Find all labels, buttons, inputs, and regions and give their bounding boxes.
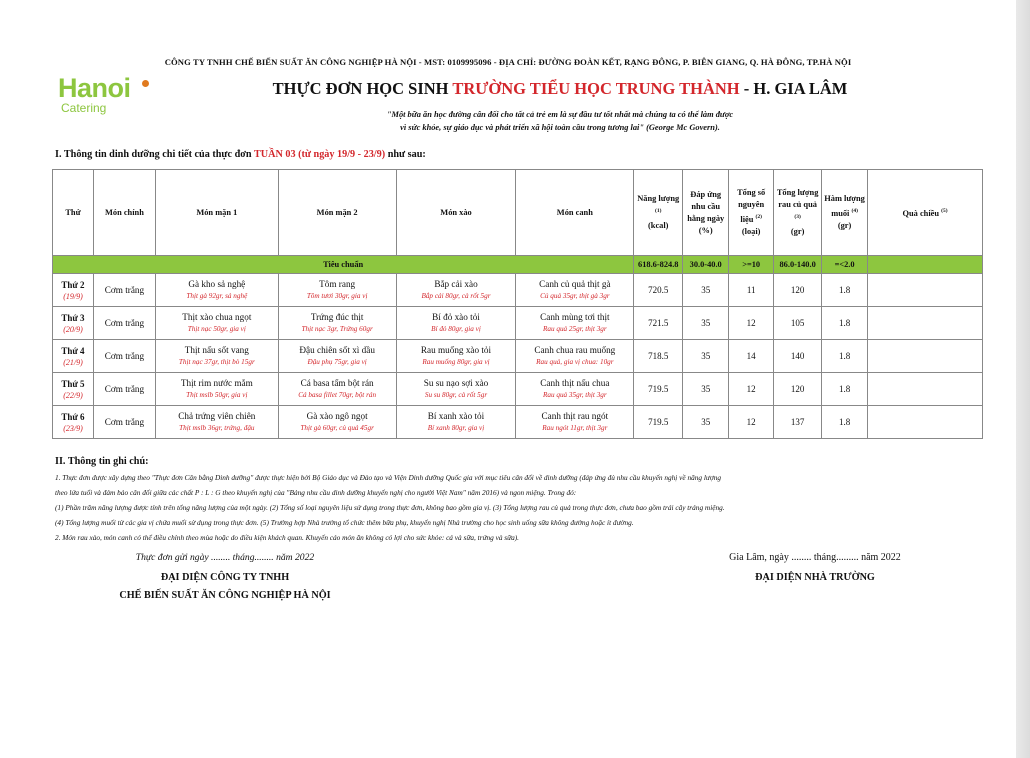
value-rau: 137 <box>790 417 805 427</box>
cell-xao <box>396 340 516 373</box>
cell-canh <box>516 340 634 373</box>
dish-ingredients: Bí đỏ 80gr, gia vị <box>431 325 481 333</box>
dish-name: Thịt nấu sốt vang <box>184 345 249 355</box>
day-name: Thứ 6 <box>61 411 85 422</box>
cell-canh <box>516 274 634 307</box>
day-date: (22/9) <box>63 390 83 400</box>
logo-dot-icon <box>142 80 149 87</box>
cell-canh <box>516 406 634 439</box>
title-suffix: - H. GIA LÂM <box>739 79 848 98</box>
header-nang-luong <box>634 170 683 256</box>
value-muoi: 1.8 <box>838 384 851 394</box>
header-dap-ung-unit: (%) <box>698 225 713 235</box>
value-nl: 719.5 <box>648 384 669 394</box>
cell-muoi <box>822 340 868 373</box>
section-1-heading <box>55 149 426 160</box>
cell-qua-chieu <box>868 340 983 373</box>
dish-name: Bắp cải xào <box>434 279 478 289</box>
header-muoi-unit: (gr) <box>837 220 852 230</box>
dish-name: Thịt rim nước mắm <box>180 378 253 388</box>
header-nang-luong-label: Năng lượng <box>637 194 680 204</box>
dish-ingredients: Thịt nạc 50gr, gia vị <box>187 325 246 333</box>
quote-line-2: vì sức khỏe, sự giáo dục và phát triển xã hội toàn cầu trong tương lai" (George Mc Govern). <box>400 123 720 132</box>
dish-ingredients: Rau quả 25gr, thịt 3gr <box>542 325 607 333</box>
value-rau: 120 <box>790 285 805 295</box>
main-dish: Cơm trắng <box>104 416 145 427</box>
table-row <box>53 274 983 307</box>
cell-day <box>53 373 94 406</box>
day-date: (23/9) <box>63 423 83 433</box>
standard-qua-chieu <box>868 256 983 274</box>
dish-ingredients: Thịt gà 60gr, củ quả 45gr <box>300 424 374 432</box>
header-muoi-sup: (4) <box>851 208 858 215</box>
cell-main <box>93 307 155 340</box>
dish-name: Canh thịt rau ngót <box>541 411 609 421</box>
cell-du <box>683 406 729 439</box>
cell-qua-chieu <box>868 373 983 406</box>
value-rau: 105 <box>790 318 805 328</box>
menu-rows <box>53 274 983 439</box>
header-muoi <box>822 170 868 256</box>
cell-qua-chieu <box>868 406 983 439</box>
header-man-2: Món mặn 2 <box>278 170 396 256</box>
value-du: 35 <box>701 417 711 427</box>
cell-main <box>93 406 155 439</box>
cell-tnl <box>729 406 774 439</box>
dish-name: Canh chua rau muống <box>534 345 616 355</box>
note-1a: 1. Thực đơn được xây dựng theo "Thực đơn Cân bằng Dinh dưỡng" được thực hiện bởi Bộ Giáo dục và Đào tạo và Viện Dinh dưỡng Quốc gia với mục tiêu cân đối về dinh dưỡng (đáp ứng đủ nhu cầu khuyến nghị về năng lượng <box>55 473 722 482</box>
header-xao: Món xào <box>396 170 516 256</box>
cell-day <box>53 340 94 373</box>
cell-muoi <box>822 406 868 439</box>
header-dap-ung <box>683 170 729 256</box>
title-prefix: THỰC ĐƠN HỌC SINH <box>272 79 453 98</box>
school-signature-date: Gia Lâm, ngày ........ tháng......... năm 2022 <box>729 552 901 563</box>
school-signature-block <box>690 552 940 587</box>
cell-man2 <box>278 406 396 439</box>
value-du: 35 <box>701 384 711 394</box>
cell-tnl <box>729 274 774 307</box>
header-tong-nl <box>729 170 774 256</box>
standard-tong-nl: >=10 <box>729 256 774 274</box>
header-muoi-label: Hàm lượng muối <box>824 194 865 218</box>
dish-name: Chả trứng viên chiên <box>178 411 256 421</box>
value-nl: 720.5 <box>648 285 669 295</box>
quote <box>300 108 820 134</box>
cell-day <box>53 307 94 340</box>
cell-nl <box>634 373 683 406</box>
cell-nl <box>634 340 683 373</box>
dish-ingredients: Tôm tươi 30gr, gia vị <box>306 292 368 300</box>
menu-table <box>52 169 983 439</box>
dish-name: Gà kho sả nghệ <box>188 279 246 289</box>
day-date: (20/9) <box>63 324 83 334</box>
main-dish: Cơm trắng <box>104 317 145 328</box>
header-rau-label: Tổng lượng rau củ quả <box>776 188 819 210</box>
cell-muoi <box>822 274 868 307</box>
cell-man1 <box>155 307 278 340</box>
header-qua-chieu <box>868 170 983 256</box>
dish-ingredients: Đậu phụ 75gr, gia vị <box>307 358 367 366</box>
dish-ingredients: Thịt mslb 50gr, gia vị <box>186 391 248 399</box>
cell-rau <box>774 340 822 373</box>
dish-ingredients: Thịt gà 92gr, sả nghệ <box>186 292 248 300</box>
cell-rau <box>774 373 822 406</box>
value-du: 35 <box>701 351 711 361</box>
cell-main <box>93 340 155 373</box>
header-rau-unit: (gr) <box>790 226 805 236</box>
cell-du <box>683 340 729 373</box>
company-signature-line-2: CHẾ BIẾN SUẤT ĂN CÔNG NGHIỆP HÀ NỘI <box>119 590 331 601</box>
logo-main-text: Hanoi <box>58 73 131 103</box>
page-title <box>180 79 940 99</box>
value-tnl: 14 <box>746 351 756 361</box>
company-signature-date: Thực đơn gửi ngày ........ tháng........ năm 2022 <box>135 552 315 563</box>
value-tnl: 12 <box>746 384 756 394</box>
header-man-1: Món mặn 1 <box>155 170 278 256</box>
header-qua-chieu-sup: (5) <box>941 208 948 215</box>
cell-rau <box>774 406 822 439</box>
dish-ingredients: Rau ngót 11gr, thịt 3gr <box>542 424 608 432</box>
cell-qua-chieu <box>868 274 983 307</box>
cell-muoi <box>822 307 868 340</box>
value-rau: 140 <box>790 351 805 361</box>
dish-ingredients: Rau muống 80gr, gia vị <box>422 358 490 366</box>
dish-ingredients: Bắp cải 80gr, cà rốt 5gr <box>421 292 491 300</box>
note-4: 2. Món rau xào, món canh có thể điều chỉnh theo mùa hoặc do điều kiện khách quan. Khuyến cáo món ăn không có lợi cho sức khỏe: cá và sữa, trứng và sữa). <box>55 533 520 542</box>
value-tnl: 11 <box>746 285 756 295</box>
day-date: (19/9) <box>63 291 83 301</box>
dish-ingredients: Thịt mslb 36gr, trứng, đậu <box>179 424 255 432</box>
value-muoi: 1.8 <box>838 285 851 295</box>
dish-name: Rau muống xào tỏi <box>420 345 492 355</box>
dish-ingredients: Su su 80gr, cà rốt 5gr <box>424 391 488 399</box>
cell-du <box>683 307 729 340</box>
standard-dap-ung: 30.0-40.0 <box>683 256 729 274</box>
cell-canh <box>516 373 634 406</box>
header-qua-chieu-label: Quà chiều <box>902 208 940 218</box>
header-mon-chinh: Món chính <box>93 170 155 256</box>
cell-rau <box>774 307 822 340</box>
header-canh: Món canh <box>516 170 634 256</box>
quote-line-1: "Một bữa ăn học đường cân đối cho tất cả trẻ em là sự đầu tư tốt nhất mà chúng ta có thể làm được <box>386 110 734 119</box>
note-1b: theo lứa tuổi và đảm bảo cân đối giữa các chất P : L : G theo khuyến nghị của "Bảng nhu cầu dinh dưỡng khuyến nghị cho người Việt Nam" năm 2016) và ngon miệng. Trong đó: <box>55 488 577 497</box>
cell-xao <box>396 274 516 307</box>
cell-nl <box>634 274 683 307</box>
cell-tnl <box>729 373 774 406</box>
standard-rau: 86.0-140.0 <box>774 256 822 274</box>
section-1-suffix: như sau: <box>385 149 426 160</box>
cell-man1 <box>155 406 278 439</box>
table-row <box>53 307 983 340</box>
value-nl: 719.5 <box>648 417 669 427</box>
dish-name: Canh thịt nấu chua <box>540 378 610 388</box>
standard-nang-luong: 618.6-824.8 <box>634 256 683 274</box>
value-nl: 718.5 <box>648 351 669 361</box>
day-name: Thứ 4 <box>61 345 85 356</box>
standard-muoi: =<2.0 <box>822 256 868 274</box>
dish-name: Gà xào ngô ngọt <box>306 411 368 421</box>
note-2: (1) Phần trăm năng lượng được tính trên tổng năng lượng của một ngày. (2) Tổng số loại nguyên liệu sử dụng trong thực đơn, không bao gồm gia vị. (3) Tổng lượng rau củ quả trong thực đơn, chưa bao gồm trái cây tráng miệng. <box>55 503 725 512</box>
value-tnl: 12 <box>746 417 756 427</box>
cell-main <box>93 274 155 307</box>
header-nang-luong-sup: (1) <box>655 208 662 215</box>
table-row <box>53 340 983 373</box>
dish-ingredients: Bí xanh 80gr, gia vị <box>427 424 485 432</box>
day-name: Thứ 2 <box>61 279 85 290</box>
page-edge <box>1016 0 1030 758</box>
header-tong-nl-label: Tổng số nguyên liệu <box>737 188 766 224</box>
cell-qua-chieu <box>868 307 983 340</box>
table-row <box>53 373 983 406</box>
cell-nl <box>634 406 683 439</box>
school-signature-line-1: ĐẠI DIỆN NHÀ TRƯỜNG <box>755 572 875 583</box>
dish-name: Bí đỏ xào tỏi <box>432 312 480 322</box>
cell-man1 <box>155 274 278 307</box>
header-thu: Thứ <box>53 170 94 256</box>
cell-tnl <box>729 340 774 373</box>
header-rau <box>774 170 822 256</box>
header-tong-nl-unit: (loại) <box>741 226 761 236</box>
cell-main <box>93 373 155 406</box>
header-nang-luong-unit: (kcal) <box>648 220 669 230</box>
company-signature-block <box>95 552 355 605</box>
cell-du <box>683 274 729 307</box>
cell-nl <box>634 307 683 340</box>
standard-row <box>53 256 983 274</box>
table-row <box>53 406 983 439</box>
value-muoi: 1.8 <box>838 351 851 361</box>
title-school: TRƯỜNG TIỂU HỌC TRUNG THÀNH <box>452 79 740 98</box>
header-tong-nl-sup: (2) <box>755 214 762 221</box>
cell-day <box>53 406 94 439</box>
dish-name: Canh mùng tơi thịt <box>540 312 610 322</box>
cell-canh <box>516 307 634 340</box>
day-name: Thứ 3 <box>61 312 85 323</box>
dish-ingredients: Cá basa fillet 70gr, bột rán <box>298 391 377 399</box>
main-dish: Cơm trắng <box>104 284 145 295</box>
value-muoi: 1.8 <box>838 318 851 328</box>
dish-ingredients: Rau quả, gia vị chua: 10gr <box>536 358 614 366</box>
dish-name: Cá basa tẩm bột rán <box>300 378 374 388</box>
standard-label: Tiêu chuẩn <box>53 256 634 274</box>
value-du: 35 <box>701 285 711 295</box>
cell-muoi <box>822 373 868 406</box>
header-rau-sup: (3) <box>794 214 801 221</box>
main-dish: Cơm trắng <box>104 350 145 361</box>
cell-du <box>683 373 729 406</box>
value-nl: 721.5 <box>648 318 669 328</box>
section-1-prefix: I. Thông tin dinh dưỡng chi tiết của thực đơn <box>55 149 254 160</box>
company-info: CÔNG TY TNHH CHẾ BIẾN SUẤT ĂN CÔNG NGHIỆP HÀ NỘI - MST: 0109995096 - ĐỊA CHỈ: ĐƯỜNG ĐOÀN KẾT, RẠNG ĐÔNG, P. BIÊN GIANG, Q. HÀ ĐÔNG, TP.HÀ NỘI <box>164 57 852 67</box>
cell-man1 <box>155 373 278 406</box>
day-name: Thứ 5 <box>61 378 85 389</box>
cell-xao <box>396 307 516 340</box>
dish-name: Su su nạo sợi xào <box>423 378 489 388</box>
dish-name: Canh củ quả thịt gà <box>539 279 611 289</box>
header-dap-ung-label: Đáp ứng nhu cầu hằng ngày <box>687 189 725 223</box>
value-du: 35 <box>701 318 711 328</box>
value-muoi: 1.8 <box>838 417 851 427</box>
dish-name: Thịt xào chua ngọt <box>182 312 252 322</box>
dish-name: Bí xanh xào tỏi <box>427 411 485 421</box>
cell-man2 <box>278 340 396 373</box>
value-rau: 120 <box>790 384 805 394</box>
table-header-row <box>53 170 983 256</box>
dish-ingredients: Củ quả 35gr, thịt gà 3gr <box>540 292 610 300</box>
cell-man2 <box>278 373 396 406</box>
section-2-heading: II. Thông tin ghi chú: <box>55 456 149 467</box>
cell-man2 <box>278 274 396 307</box>
cell-tnl <box>729 307 774 340</box>
note-3: (4) Tổng lượng muối từ các gia vị chứa muối sử dụng trong thực đơn. (5) Trường hợp Nhà trường tổ chức thêm bữa phụ, khuyến nghị Nhà trường cho học sinh uống sữa không đường hoặc ít đường. <box>55 518 634 527</box>
company-signature-line-1: ĐẠI DIỆN CÔNG TY TNHH <box>160 572 290 583</box>
cell-day <box>53 274 94 307</box>
day-date: (21/9) <box>63 357 83 367</box>
dish-name: Đậu chiên sốt xì dầu <box>299 345 375 355</box>
dish-ingredients: Rau quả 35gr, thịt 3gr <box>542 391 607 399</box>
hanoi-catering-logo <box>58 74 158 122</box>
cell-xao <box>396 373 516 406</box>
cell-man1 <box>155 340 278 373</box>
section-1-week: TUẦN 03 (từ ngày 19/9 - 23/9) <box>253 149 386 160</box>
dish-ingredients: Thịt nạc 37gr, thịt bò 15gr <box>178 358 255 366</box>
cell-rau <box>774 274 822 307</box>
cell-man2 <box>278 307 396 340</box>
value-tnl: 12 <box>746 318 756 328</box>
cell-xao <box>396 406 516 439</box>
dish-ingredients: Thịt nạc 3gr, Trứng 60gr <box>301 325 373 333</box>
logo-sub-text: Catering <box>61 101 107 115</box>
dish-name: Tôm rang <box>319 279 356 289</box>
dish-name: Trứng đúc thịt <box>310 312 364 322</box>
main-dish: Cơm trắng <box>104 383 145 394</box>
